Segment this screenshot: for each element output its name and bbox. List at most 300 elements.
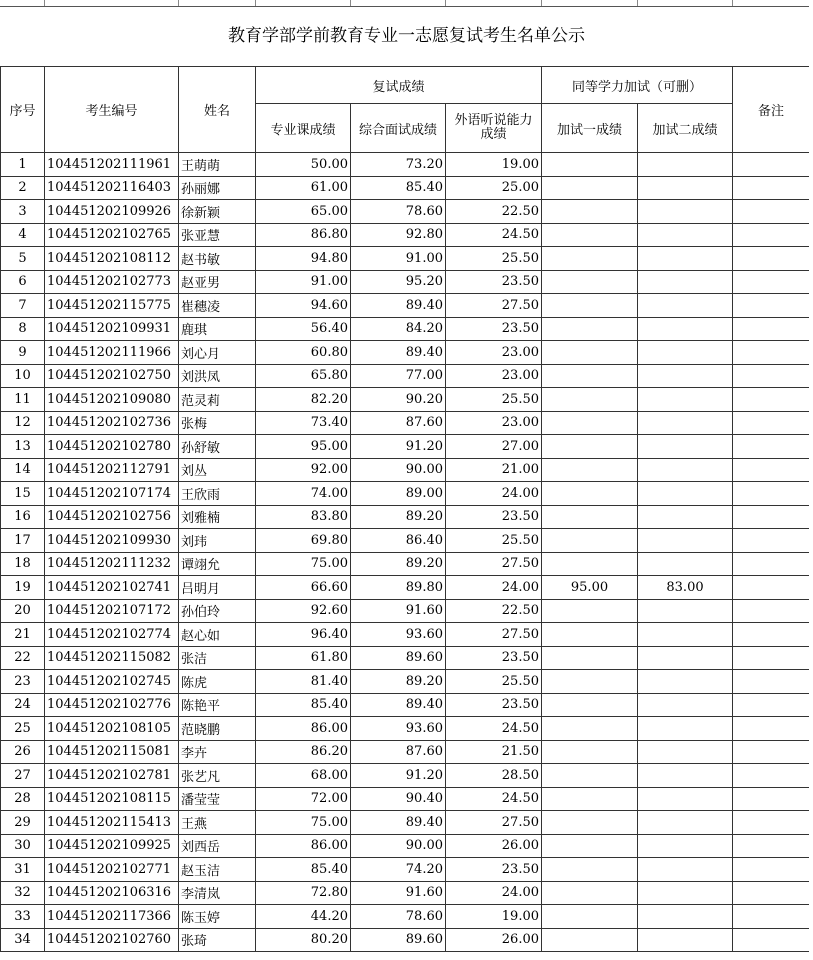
cell-add1-score: [542, 411, 638, 435]
cell-listening-score: 27.50: [446, 294, 542, 318]
cell-listening-score: 21.50: [446, 740, 542, 764]
table-row: [1, 435, 810, 459]
cell-name: 刘玮: [179, 529, 256, 553]
table-row: [1, 834, 810, 858]
cell-seq: 29: [1, 811, 45, 835]
cell-remark: [733, 905, 810, 929]
cell-major-score: 65.00: [256, 200, 351, 224]
cell-remark: [733, 270, 810, 294]
cell-candidate-id: 104451202117366: [45, 905, 179, 929]
cell-candidate-id: 104451202102750: [45, 364, 179, 388]
cell-interview-score: 89.00: [351, 482, 446, 506]
cell-name: 陈艳平: [179, 693, 256, 717]
cell-name: 张艺凡: [179, 764, 256, 788]
cell-candidate-id: 104451202108105: [45, 717, 179, 741]
cell-interview-score: 87.60: [351, 740, 446, 764]
table-row: [1, 270, 810, 294]
cell-candidate-id: 104451202106316: [45, 881, 179, 905]
cell-interview-score: 89.80: [351, 576, 446, 600]
cell-listening-score: 19.00: [446, 905, 542, 929]
cell-seq: 23: [1, 670, 45, 694]
cell-seq: 3: [1, 200, 45, 224]
cell-candidate-id: 104451202102776: [45, 693, 179, 717]
cell-add1-score: [542, 176, 638, 200]
cell-candidate-id: 104451202102736: [45, 411, 179, 435]
cell-interview-score: 86.40: [351, 529, 446, 553]
cell-remark: [733, 176, 810, 200]
cell-name: 刘西岳: [179, 834, 256, 858]
cell-listening-score: 21.00: [446, 458, 542, 482]
cell-candidate-id: 104451202112791: [45, 458, 179, 482]
cell-name: 崔穗凌: [179, 294, 256, 318]
cell-seq: 9: [1, 341, 45, 365]
cell-interview-score: 91.60: [351, 599, 446, 623]
cell-add2-score: [638, 834, 733, 858]
cell-add1-score: [542, 905, 638, 929]
cell-remark: [733, 317, 810, 341]
cell-remark: [733, 482, 810, 506]
table-row: [1, 411, 810, 435]
cell-major-score: 56.40: [256, 317, 351, 341]
cell-listening-score: 25.00: [446, 176, 542, 200]
table-row: [1, 858, 810, 882]
cell-add1-score: [542, 552, 638, 576]
cell-major-score: 86.00: [256, 717, 351, 741]
cell-major-score: 86.80: [256, 223, 351, 247]
cell-add1-score: [542, 693, 638, 717]
cell-add1-score: [542, 364, 638, 388]
cell-interview-score: 93.60: [351, 717, 446, 741]
cell-remark: [733, 599, 810, 623]
cell-seq: 19: [1, 576, 45, 600]
cell-major-score: 61.80: [256, 646, 351, 670]
cell-listening-score: 23.00: [446, 364, 542, 388]
cell-major-score: 92.00: [256, 458, 351, 482]
cell-listening-score: 25.50: [446, 670, 542, 694]
cell-name: 谭翊允: [179, 552, 256, 576]
cell-interview-score: 90.40: [351, 787, 446, 811]
cell-name: 孙舒敏: [179, 435, 256, 459]
cell-candidate-id: 104451202102741: [45, 576, 179, 600]
cell-seq: 1: [1, 153, 45, 177]
cell-seq: 20: [1, 599, 45, 623]
cell-seq: 33: [1, 905, 45, 929]
cell-major-score: 94.80: [256, 247, 351, 271]
cell-add2-score: [638, 693, 733, 717]
cell-candidate-id: 104451202107172: [45, 599, 179, 623]
cell-add2-score: [638, 176, 733, 200]
cell-listening-score: 27.00: [446, 435, 542, 459]
cell-remark: [733, 223, 810, 247]
cell-add2-score: [638, 317, 733, 341]
cell-candidate-id: 104451202108115: [45, 787, 179, 811]
cell-add1-score: [542, 858, 638, 882]
header-listening-score: 外语听说能力成绩: [446, 104, 542, 153]
cell-add2-score: [638, 623, 733, 647]
cell-remark: [733, 881, 810, 905]
cell-name: 范灵莉: [179, 388, 256, 412]
table-row: [1, 740, 810, 764]
cell-listening-score: 22.50: [446, 200, 542, 224]
cell-name: 潘莹莹: [179, 787, 256, 811]
cell-seq: 30: [1, 834, 45, 858]
table-row: [1, 364, 810, 388]
cell-add1-score: [542, 623, 638, 647]
cell-add1-score: [542, 200, 638, 224]
cell-listening-score: 26.00: [446, 928, 542, 952]
cell-remark: [733, 505, 810, 529]
header-add1-score: 加试一成绩: [542, 104, 638, 153]
cell-add2-score: [638, 223, 733, 247]
cell-add2-score: [638, 670, 733, 694]
cell-add2-score: [638, 881, 733, 905]
cell-add1-score: [542, 787, 638, 811]
cell-interview-score: 93.60: [351, 623, 446, 647]
cell-add1-score: [542, 505, 638, 529]
table-body: [1, 153, 810, 952]
cell-listening-score: 23.50: [446, 693, 542, 717]
cell-candidate-id: 104451202102756: [45, 505, 179, 529]
cell-candidate-id: 104451202107174: [45, 482, 179, 506]
cell-interview-score: 74.20: [351, 858, 446, 882]
cell-add1-score: [542, 881, 638, 905]
table-row: [1, 811, 810, 835]
cell-add1-score: [542, 341, 638, 365]
cell-major-score: 60.80: [256, 341, 351, 365]
cell-interview-score: 89.40: [351, 693, 446, 717]
cell-add2-score: [638, 411, 733, 435]
cell-add2-score: [638, 247, 733, 271]
cell-listening-score: 24.50: [446, 223, 542, 247]
header-add2-score: 加试二成绩: [638, 104, 733, 153]
cell-add2-score: [638, 646, 733, 670]
right-margin: [809, 0, 813, 960]
cell-seq: 7: [1, 294, 45, 318]
cell-add2-score: [638, 153, 733, 177]
cell-listening-score: 23.50: [446, 646, 542, 670]
cell-add1-score: [542, 435, 638, 459]
cell-major-score: 61.00: [256, 176, 351, 200]
cell-seq: 27: [1, 764, 45, 788]
cell-listening-score: 25.50: [446, 247, 542, 271]
cell-add2-score: [638, 388, 733, 412]
cell-listening-score: 23.50: [446, 270, 542, 294]
cell-add2-score: [638, 811, 733, 835]
cell-interview-score: 89.20: [351, 552, 446, 576]
cell-listening-score: 24.00: [446, 576, 542, 600]
cell-add2-score: [638, 787, 733, 811]
cell-seq: 13: [1, 435, 45, 459]
table-row: [1, 623, 810, 647]
cell-seq: 12: [1, 411, 45, 435]
header-equivalent-exam: 同等学力加试（可删）: [542, 67, 733, 104]
cell-interview-score: 78.60: [351, 200, 446, 224]
cell-major-score: 81.40: [256, 670, 351, 694]
cell-listening-score: 27.50: [446, 623, 542, 647]
cell-add2-score: [638, 482, 733, 506]
cell-candidate-id: 104451202102765: [45, 223, 179, 247]
header-retest-scores: 复试成绩: [256, 67, 542, 104]
cell-listening-score: 19.00: [446, 153, 542, 177]
cell-major-score: 75.00: [256, 552, 351, 576]
header-major-score: 专业课成绩: [256, 104, 351, 153]
cell-add1-score: [542, 270, 638, 294]
cell-add1-score: [542, 834, 638, 858]
cell-major-score: 95.00: [256, 435, 351, 459]
cell-add1-score: [542, 247, 638, 271]
cell-listening-score: 25.50: [446, 529, 542, 553]
cell-interview-score: 89.40: [351, 341, 446, 365]
cell-name: 吕明月: [179, 576, 256, 600]
cell-major-score: 86.00: [256, 834, 351, 858]
cell-add2-score: [638, 505, 733, 529]
cell-remark: [733, 928, 810, 952]
cell-add1-score: [542, 153, 638, 177]
cell-seq: 5: [1, 247, 45, 271]
cell-remark: [733, 388, 810, 412]
cell-remark: [733, 717, 810, 741]
table-row: [1, 646, 810, 670]
cell-remark: [733, 693, 810, 717]
table-row: [1, 388, 810, 412]
cell-name: 孙丽娜: [179, 176, 256, 200]
cell-seq: 11: [1, 388, 45, 412]
cell-name: 李卉: [179, 740, 256, 764]
cell-listening-score: 27.50: [446, 811, 542, 835]
cell-name: 刘丛: [179, 458, 256, 482]
cell-name: 张梅: [179, 411, 256, 435]
cell-major-score: 96.40: [256, 623, 351, 647]
cell-add1-score: [542, 740, 638, 764]
cell-candidate-id: 104451202102771: [45, 858, 179, 882]
cell-add2-score: [638, 270, 733, 294]
cell-seq: 17: [1, 529, 45, 553]
cell-interview-score: 85.40: [351, 176, 446, 200]
cell-seq: 28: [1, 787, 45, 811]
cell-interview-score: 89.20: [351, 670, 446, 694]
cell-seq: 10: [1, 364, 45, 388]
cell-name: 赵书敏: [179, 247, 256, 271]
cell-remark: [733, 153, 810, 177]
cell-listening-score: 22.50: [446, 599, 542, 623]
cell-interview-score: 73.20: [351, 153, 446, 177]
table-row: [1, 764, 810, 788]
cell-seq: 6: [1, 270, 45, 294]
table-row: [1, 787, 810, 811]
cell-major-score: 82.20: [256, 388, 351, 412]
cell-listening-score: 23.00: [446, 411, 542, 435]
cell-remark: [733, 787, 810, 811]
cell-seq: 24: [1, 693, 45, 717]
cell-seq: 15: [1, 482, 45, 506]
cell-add2-score: [638, 435, 733, 459]
cell-name: 王燕: [179, 811, 256, 835]
cell-add1-score: [542, 764, 638, 788]
cell-interview-score: 91.00: [351, 247, 446, 271]
cell-interview-score: 90.20: [351, 388, 446, 412]
cell-add2-score: [638, 200, 733, 224]
cell-listening-score: 24.50: [446, 717, 542, 741]
cell-seq: 21: [1, 623, 45, 647]
cell-add2-score: [638, 294, 733, 318]
cell-candidate-id: 104451202102745: [45, 670, 179, 694]
cell-major-score: 86.20: [256, 740, 351, 764]
cell-interview-score: 78.60: [351, 905, 446, 929]
cell-listening-score: 26.00: [446, 834, 542, 858]
cell-candidate-id: 104451202109926: [45, 200, 179, 224]
cell-candidate-id: 104451202102774: [45, 623, 179, 647]
header-seq: 序号: [1, 67, 45, 153]
cell-candidate-id: 104451202102773: [45, 270, 179, 294]
table-row: [1, 905, 810, 929]
cell-remark: [733, 294, 810, 318]
cell-seq: 25: [1, 717, 45, 741]
cell-remark: [733, 576, 810, 600]
cell-major-score: 85.40: [256, 858, 351, 882]
cell-remark: [733, 458, 810, 482]
cell-candidate-id: 104451202102760: [45, 928, 179, 952]
cell-listening-score: 23.50: [446, 317, 542, 341]
cell-add1-score: [542, 482, 638, 506]
cell-interview-score: 89.60: [351, 646, 446, 670]
cell-remark: [733, 341, 810, 365]
cell-name: 张亚慧: [179, 223, 256, 247]
cell-interview-score: 84.20: [351, 317, 446, 341]
cell-candidate-id: 104451202115081: [45, 740, 179, 764]
cell-remark: [733, 200, 810, 224]
cell-listening-score: 27.50: [446, 552, 542, 576]
cell-add2-score: [638, 458, 733, 482]
cell-remark: [733, 670, 810, 694]
score-table: [0, 66, 810, 952]
cell-add2-score: [638, 529, 733, 553]
cell-candidate-id: 104451202116403: [45, 176, 179, 200]
cell-name: 陈虎: [179, 670, 256, 694]
cell-seq: 22: [1, 646, 45, 670]
cell-add2-score: [638, 858, 733, 882]
cell-major-score: 72.80: [256, 881, 351, 905]
cell-seq: 14: [1, 458, 45, 482]
table-row: [1, 576, 810, 600]
cell-add2-score: [638, 341, 733, 365]
cell-major-score: 72.00: [256, 787, 351, 811]
cell-candidate-id: 104451202111232: [45, 552, 179, 576]
cell-add1-score: [542, 599, 638, 623]
cell-remark: [733, 552, 810, 576]
cell-remark: [733, 247, 810, 271]
cell-remark: [733, 529, 810, 553]
table-row: [1, 317, 810, 341]
cell-add1-score: 95.00: [542, 576, 638, 600]
table-row: [1, 458, 810, 482]
cell-interview-score: 89.40: [351, 811, 446, 835]
page-title: 教育学部学前教育专业一志愿复试考生名单公示: [228, 26, 585, 46]
table-row: [1, 717, 810, 741]
cell-add2-score: [638, 905, 733, 929]
cell-candidate-id: 104451202115775: [45, 294, 179, 318]
cell-seq: 26: [1, 740, 45, 764]
cell-add1-score: [542, 811, 638, 835]
cell-add2-score: [638, 552, 733, 576]
cell-name: 刘心月: [179, 341, 256, 365]
cell-seq: 2: [1, 176, 45, 200]
table-row: [1, 928, 810, 952]
cell-name: 李清岚: [179, 881, 256, 905]
cell-seq: 32: [1, 881, 45, 905]
cell-seq: 8: [1, 317, 45, 341]
table-row: [1, 176, 810, 200]
cell-remark: [733, 364, 810, 388]
table-row: [1, 341, 810, 365]
cell-listening-score: 24.00: [446, 482, 542, 506]
cell-listening-score: 25.50: [446, 388, 542, 412]
cell-name: 赵心如: [179, 623, 256, 647]
cell-remark: [733, 435, 810, 459]
table-row: [1, 670, 810, 694]
cell-seq: 31: [1, 858, 45, 882]
cell-add1-score: [542, 928, 638, 952]
cell-name: 徐新颖: [179, 200, 256, 224]
cell-interview-score: 89.20: [351, 505, 446, 529]
cell-name: 刘雅楠: [179, 505, 256, 529]
cell-add2-score: [638, 717, 733, 741]
cell-major-score: 69.80: [256, 529, 351, 553]
cell-major-score: 85.40: [256, 693, 351, 717]
table-header: [1, 67, 810, 153]
table-row: [1, 599, 810, 623]
cell-candidate-id: 104451202115082: [45, 646, 179, 670]
cell-major-score: 91.00: [256, 270, 351, 294]
table-row: [1, 294, 810, 318]
cell-seq: 4: [1, 223, 45, 247]
cell-add1-score: [542, 458, 638, 482]
cell-remark: [733, 411, 810, 435]
cell-interview-score: 91.60: [351, 881, 446, 905]
cell-name: 鹿琪: [179, 317, 256, 341]
cell-remark: [733, 740, 810, 764]
cell-name: 刘洪凤: [179, 364, 256, 388]
cell-add1-score: [542, 670, 638, 694]
cell-add1-score: [542, 646, 638, 670]
cell-candidate-id: 104451202109080: [45, 388, 179, 412]
table-row: [1, 482, 810, 506]
cell-add1-score: [542, 223, 638, 247]
cell-name: 赵玉洁: [179, 858, 256, 882]
table-row: [1, 552, 810, 576]
cell-candidate-id: 104451202109930: [45, 529, 179, 553]
cell-add2-score: [638, 740, 733, 764]
header-candidate-id: 考生编号: [45, 67, 179, 153]
cell-interview-score: 90.00: [351, 458, 446, 482]
cell-interview-score: 95.20: [351, 270, 446, 294]
cell-remark: [733, 646, 810, 670]
cell-major-score: 75.00: [256, 811, 351, 835]
cell-interview-score: 87.60: [351, 411, 446, 435]
cell-major-score: 65.80: [256, 364, 351, 388]
cell-name: 王萌萌: [179, 153, 256, 177]
cell-name: 张琦: [179, 928, 256, 952]
cell-candidate-id: 104451202109925: [45, 834, 179, 858]
cell-remark: [733, 834, 810, 858]
cell-add2-score: 83.00: [638, 576, 733, 600]
header-interview-score: 综合面试成绩: [351, 104, 446, 153]
cell-add2-score: [638, 599, 733, 623]
table-row: [1, 153, 810, 177]
cell-major-score: 74.00: [256, 482, 351, 506]
cell-seq: 34: [1, 928, 45, 952]
cell-listening-score: 23.00: [446, 341, 542, 365]
cell-major-score: 83.80: [256, 505, 351, 529]
